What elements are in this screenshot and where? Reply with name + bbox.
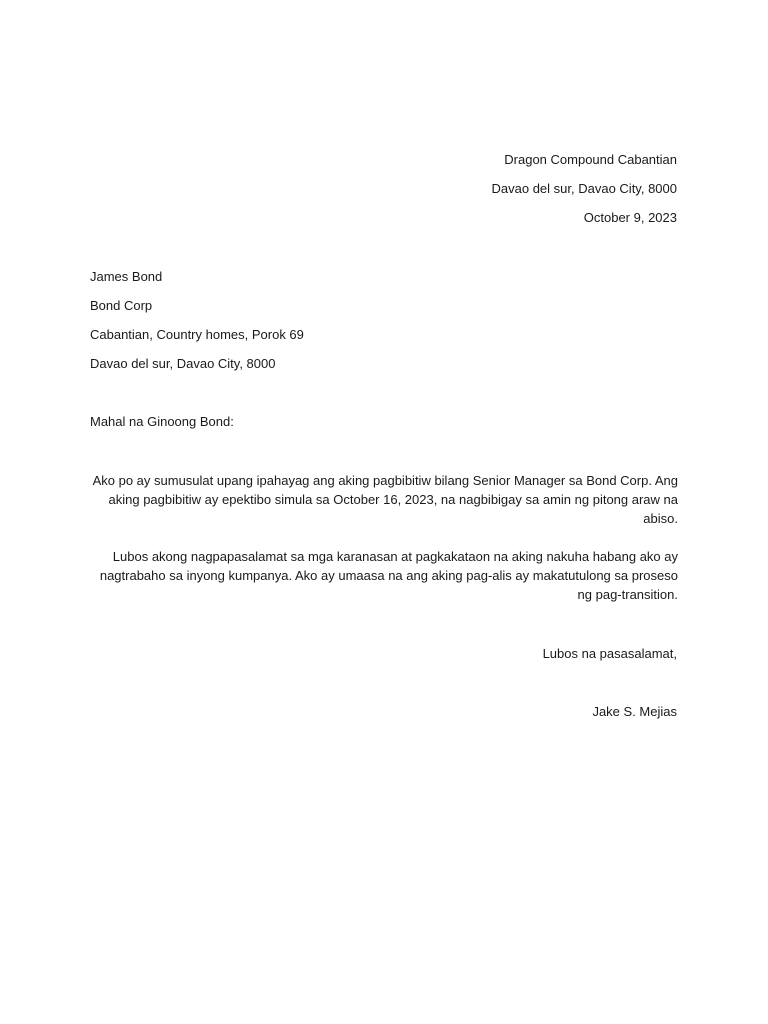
sender-address-line-2: Davao del sur, Davao City, 8000 (491, 181, 677, 196)
recipient-address-line-1: Cabantian, Country homes, Porok 69 (90, 327, 304, 342)
sender-address-block (492, 150, 677, 237)
recipient-address-block (90, 267, 304, 383)
body-paragraph-2: Lubos akong nagpapasalamat sa mga karanasan at pagkakataon na aking nakuha habang ako ay nagtrabaho sa inyong kumpanya. Ako ay umaasa na ang aking pag-alis ay makatutulong sa proseso ng pag-transition. (99, 549, 678, 602)
closing: Lubos na pasasalamat, (542, 646, 677, 661)
recipient-address-line-2: Davao del sur, Davao City, 8000 (90, 356, 276, 371)
signature-name: Jake S. Mejias (592, 704, 677, 719)
recipient-company: Bond Corp (90, 298, 153, 313)
letter-date: October 9, 2023 (583, 210, 677, 225)
body-paragraph-1: Ako po ay sumusulat upang ipahayag ang aking pagbibitiw bilang Senior Manager sa Bond Corp. Ang aking pagbibitiw ay epektibo simula sa October 16, 2023, na nagbibigay sa amin ng pitong araw na abiso. (92, 473, 678, 526)
sender-address-line-1: Dragon Compound Cabantian (504, 152, 677, 167)
recipient-name: James Bond (90, 269, 163, 284)
salutation: Mahal na Ginoong Bond: (90, 414, 234, 429)
